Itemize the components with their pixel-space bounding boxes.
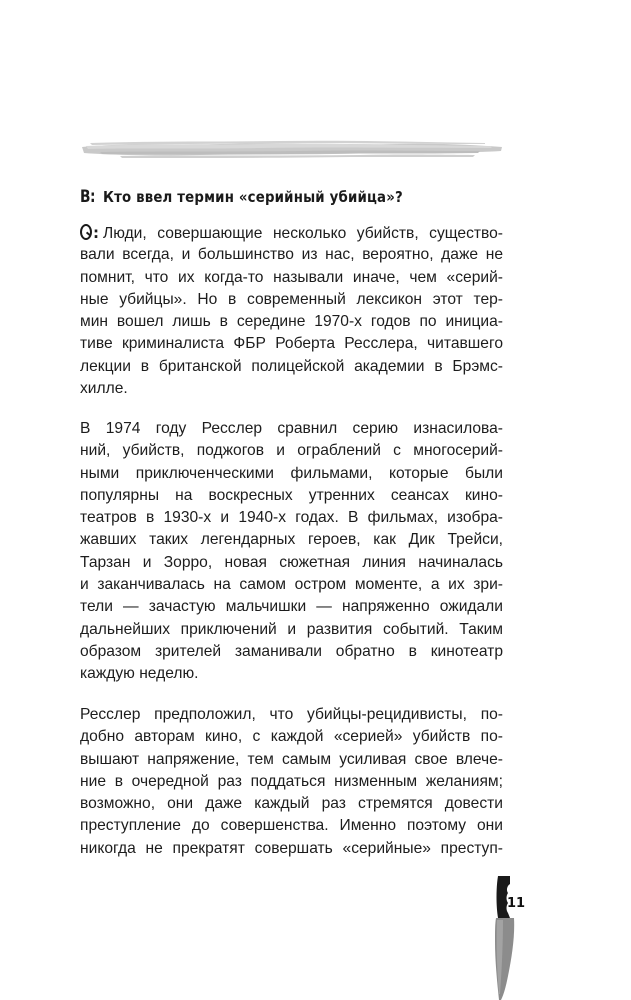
text-line: тели — зачастую мальчишки — напряженно ожидали [80, 598, 503, 616]
text-line: ние в очередной раз поддаться низменным желаниям; [80, 772, 503, 790]
text-line-content: Люди, совершающие несколько убийств, существо- [103, 225, 503, 242]
page-number: 11 [507, 896, 526, 911]
text-line: популярны на воскресных утренних сеансах кино- [80, 486, 503, 504]
question-label: В: [80, 187, 96, 207]
text-line: и заканчивалась на самом остром моменте, а их зри- [80, 576, 503, 594]
answer-paragraph-2 [80, 418, 503, 686]
text-line: возможно, они даже каждый раз стремятся довести [80, 795, 503, 813]
text-line: вышают напряжение, тем самым усиливая свое влече- [80, 750, 503, 768]
text-line: Ресслер предположил, что убийцы-рецидивисты, по- [80, 706, 503, 723]
text-line: добно авторам кино, с каждой «серией» убийств по- [80, 728, 503, 746]
text-line: тиве криминалиста ФБР Роберта Ресслера, читавшего [80, 335, 503, 353]
text-line [80, 222, 503, 244]
knife-icon [484, 876, 536, 1000]
text-line: образом зрителей заманивали обратно в кинотеатр [80, 642, 503, 660]
text-line: Тарзан и Зорро, новая сюжетная линия начиналась [80, 553, 503, 571]
text-line: помнит, что их когда-то называли иначе, чем «серий- [80, 268, 503, 286]
answer-label: : [80, 222, 99, 244]
text-line: мин вошел лишь в середине 1970-х годов по инициа- [80, 313, 503, 331]
text-line: ные убийцы». Но в современный лексикон этот тер- [80, 290, 503, 308]
text-line: дальнейших приключений и развития событий. Таким [80, 620, 503, 638]
answer-paragraph-3 [80, 704, 503, 860]
question-heading [80, 182, 520, 212]
text-line: жавших таких легендарных героев, как Дик Трейси, [80, 531, 503, 549]
text-line: каждую неделю. [80, 665, 199, 683]
text-line: преступление до совершенства. Именно поэтому они [80, 817, 503, 835]
text-line: В 1974 году Ресслер сравнил серию изнасилова- [80, 420, 503, 437]
answer-paragraph-1 [80, 222, 503, 400]
brush-stroke-divider [80, 136, 504, 162]
text-line: ний, убийств, поджогов и ограблений с многосерий- [80, 442, 503, 460]
text-line: лекции в британской полицейской академии в Брэмс- [80, 357, 503, 375]
answer-o-glyph [80, 224, 92, 240]
text-line: ными приключенческими фильмами, которые были [80, 464, 503, 482]
text-line: театров в 1930-х и 1940-х годах. В фильмах, изобра- [80, 509, 503, 527]
question-text: Кто ввел термин «серийный убийца»? [102, 188, 403, 206]
text-line: никогда не прекратят совершать «серийные» преступ- [80, 839, 503, 857]
text-line: вали всегда, и большинство из нас, вероятно, даже не [80, 246, 503, 264]
text-line: хилле. [80, 380, 128, 398]
